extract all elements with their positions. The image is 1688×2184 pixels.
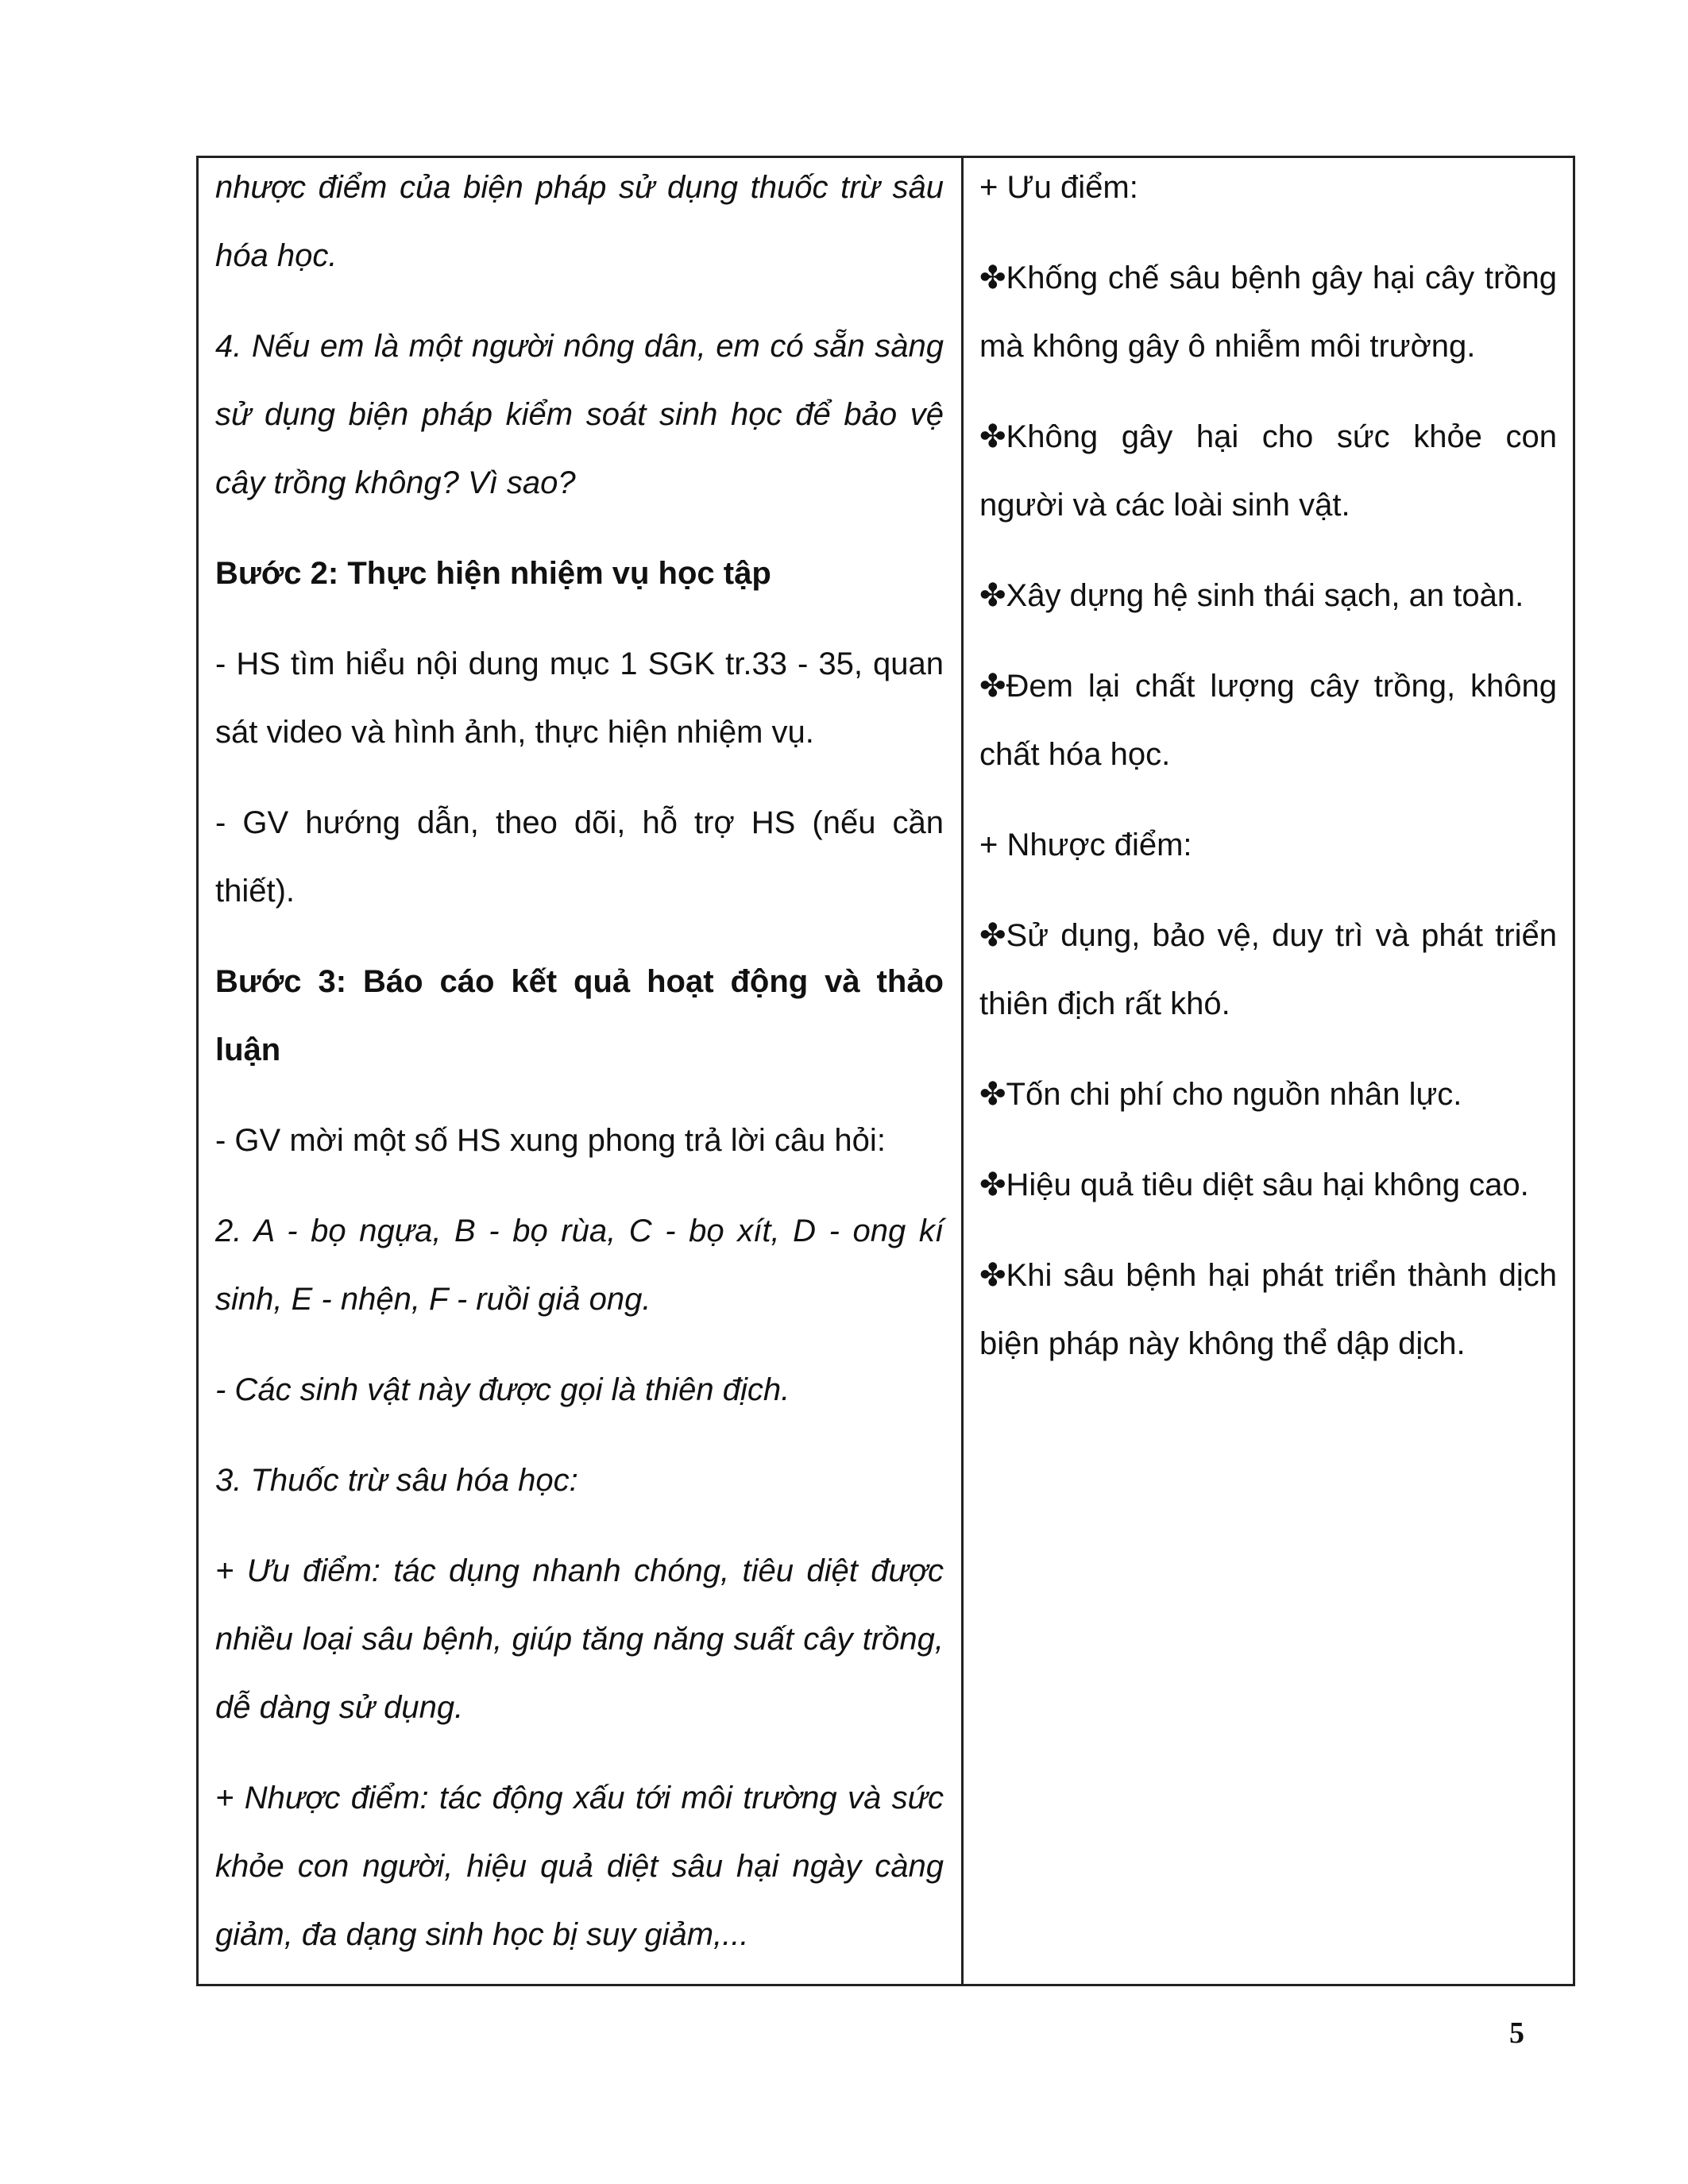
right-column	[964, 158, 1573, 1984]
page-number: 5	[1509, 2016, 1524, 2050]
answer-3-cons: + Nhược điểm: tác động xấu tới môi trường và sức khỏe con người, hiệu quả diệt sâu hại ngày càng giảm, đa dạng sinh học bị suy giảm,...	[215, 1781, 944, 1952]
answer-2: 2. A - bọ ngựa, B - bọ rùa, C - bọ xít, D - ong kí sinh, E - nhện, F - ruồi giả ong.	[215, 1214, 944, 1317]
content-table	[196, 156, 1575, 1986]
question-text-cont: nhược điểm của biện pháp sử dụng thuốc trừ sâu hóa học.	[215, 170, 944, 273]
pros-item: ✤ Đem lại chất lượng cây trồng, không chất hóa học.	[979, 652, 1557, 789]
question-4: 4. Nếu em là một người nông dân, em có sẵn sàng sử dụng biện pháp kiểm soát sinh học để bảo vệ cây trồng không? Vì sao?	[215, 329, 944, 500]
pros-item: ✤ Không gây hại cho sức khỏe con người và các loài sinh vật.	[979, 403, 1557, 539]
cons-item: ✤ Hiệu quả tiêu diệt sâu hại không cao.	[979, 1151, 1557, 1219]
left-column	[199, 158, 964, 1984]
step-3-heading: Bước 3: Báo cáo kết quả hoạt động và thảo luận	[215, 964, 944, 1067]
pros-item: ✤ Khống chế sâu bệnh gây hại cây trồng mà không gây ô nhiễm môi trường.	[979, 244, 1557, 380]
pros-item: ✤ Xây dựng hệ sinh thái sạch, an toàn.	[979, 561, 1557, 630]
answer-3-heading: 3. Thuốc trừ sâu hóa học:	[215, 1463, 578, 1498]
answer-3-pros: + Ưu điểm: tác dụng nhanh chóng, tiêu diệt được nhiều loại sâu bệnh, giúp tăng năng suất cây trồng, dễ dàng sử dụng.	[215, 1553, 944, 1725]
cons-item: ✤ Khi sâu bệnh hại phát triển thành dịch biện pháp này không thể dập dịch.	[979, 1241, 1557, 1378]
cons-item: ✤ Sử dụng, bảo vệ, duy trì và phát triển thiên địch rất khó.	[979, 901, 1557, 1038]
step-2-item: - GV hướng dẫn, theo dõi, hỗ trợ HS (nếu cần thiết).	[215, 805, 944, 909]
step-2-heading: Bước 2: Thực hiện nhiệm vụ học tập	[215, 556, 771, 591]
cons-heading: + Nhược điểm:	[979, 828, 1192, 862]
answer-2-note: - Các sinh vật này được gọi là thiên địch.	[215, 1372, 790, 1407]
cons-item: ✤ Tốn chi phí cho nguồn nhân lực.	[979, 1060, 1557, 1129]
step-2-item: - HS tìm hiểu nội dung mục 1 SGK tr.33 - 35, quan sát video và hình ảnh, thực hiện nhiệm vụ.	[215, 646, 944, 750]
step-3-item: - GV mời một số HS xung phong trả lời câu hỏi:	[215, 1123, 886, 1158]
pros-heading: + Ưu điểm:	[979, 170, 1138, 205]
